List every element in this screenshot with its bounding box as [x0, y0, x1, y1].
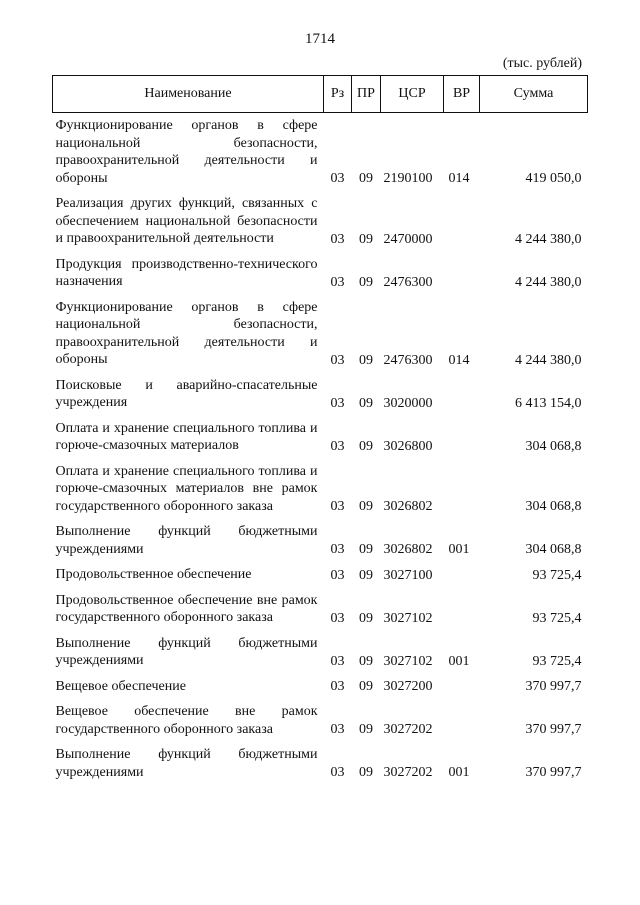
row-name: Выполнение функций бюджетными учреждениями [55, 635, 318, 668]
row-sum: 4 244 380,0 [515, 231, 582, 247]
row-pr: 09 [359, 274, 373, 290]
row-csr: 3027102 [383, 653, 433, 669]
header-pr: ПР [352, 76, 381, 113]
row-csr: 3020000 [383, 395, 433, 411]
row-name: Оплата и хранение специального топлива и горюче-смазочных материалов вне рамок государственного оборонного заказа [55, 463, 318, 514]
row-vr [444, 252, 480, 295]
row-rz: 03 [330, 274, 345, 290]
row-pr: 09 [359, 231, 373, 247]
row-pr: 09 [359, 542, 373, 557]
row-sum: 93 725,4 [532, 653, 582, 669]
row-vr [444, 416, 480, 459]
row-sum: 93 725,4 [532, 610, 582, 626]
row-vr: 014 [448, 352, 470, 368]
row-vr: 014 [448, 171, 470, 186]
row-sum: 93 725,4 [532, 567, 582, 583]
page-number: 1714 [305, 31, 335, 47]
table-row [53, 416, 588, 459]
row-rz: 03 [330, 231, 345, 247]
row-name: Поисковые и аварийно-спасательные учреждения [55, 377, 318, 410]
table-row [53, 113, 588, 192]
row-pr: 09 [359, 438, 373, 454]
row-name: Выполнение функций бюджетными учреждениями [55, 524, 318, 557]
budget-table [52, 75, 588, 785]
row-rz: 03 [330, 722, 345, 737]
table-row [53, 295, 588, 373]
row-sum: 6 413 154,0 [515, 395, 582, 411]
header-name: Наименование [53, 76, 324, 113]
row-name: Продовольственное обеспечение [55, 567, 252, 582]
row-csr: 3027202 [383, 765, 433, 780]
units-label: (тыс. рублей) [502, 56, 582, 71]
row-rz: 03 [330, 395, 345, 411]
row-sum: 304 068,8 [525, 499, 582, 514]
row-vr [444, 562, 480, 588]
row-rz: 03 [330, 610, 345, 626]
row-rz: 03 [330, 438, 345, 454]
row-name: Продукция производственно-технического назначения [55, 256, 318, 289]
row-csr: 2190100 [383, 171, 433, 186]
row-name: Реализация других функций, связанных с обеспечением национальной безопасности и правоохранительной деятельности [55, 196, 318, 246]
row-name: Оплата и хранение специального топлива и горюче-смазочных материалов [55, 420, 318, 453]
row-rz: 03 [330, 499, 345, 514]
table-row [53, 562, 588, 588]
row-vr [444, 674, 480, 700]
table-row [53, 588, 588, 631]
row-vr [444, 588, 480, 631]
row-csr: 2476300 [383, 274, 433, 290]
row-pr: 09 [359, 679, 373, 694]
table-row [53, 631, 588, 674]
row-csr: 3027102 [383, 610, 433, 626]
table-row [53, 699, 588, 742]
row-name: Функционирование органов в сфере национальной безопасности, правоохранительной деятельности и обороны [55, 118, 318, 186]
header-csr: ЦСР [381, 76, 444, 113]
row-csr: 2470000 [383, 231, 433, 247]
row-sum: 304 068,8 [525, 438, 582, 454]
row-name: Вещевое обеспечение [55, 678, 186, 694]
row-sum: 419 050,0 [525, 171, 582, 186]
row-sum: 370 997,7 [525, 722, 582, 737]
row-pr: 09 [359, 395, 373, 411]
header-rz: Рз [324, 76, 352, 113]
row-rz: 03 [330, 765, 345, 780]
row-name: Продовольственное обеспечение вне рамок государственного оборонного заказа [55, 592, 318, 625]
row-name: Выполнение функций бюджетными учреждениями [55, 747, 318, 780]
table-header-row [53, 76, 588, 113]
row-vr [444, 699, 480, 742]
row-pr: 09 [359, 653, 373, 669]
row-csr: 3026802 [383, 542, 433, 557]
row-rz: 03 [330, 352, 345, 368]
row-vr [444, 191, 480, 252]
row-pr: 09 [359, 171, 373, 186]
row-sum: 4 244 380,0 [515, 274, 582, 290]
row-csr: 3027202 [383, 722, 433, 737]
table-row [53, 191, 588, 252]
row-name: Вещевое обеспечение вне рамок государственного оборонного заказа [55, 704, 318, 737]
row-csr: 3027200 [383, 679, 433, 694]
table-row [53, 674, 588, 700]
row-pr: 09 [359, 765, 373, 780]
row-pr: 09 [359, 722, 373, 737]
row-csr: 3027100 [383, 567, 433, 583]
header-vr: ВР [444, 76, 480, 113]
row-pr: 09 [359, 610, 373, 626]
row-pr: 09 [359, 352, 373, 368]
row-csr: 3026802 [383, 499, 433, 514]
table-row [53, 519, 588, 562]
row-name: Функционирование органов в сфере национальной безопасности, правоохранительной деятельности и обороны [55, 299, 318, 367]
row-sum: 304 068,8 [525, 542, 582, 557]
row-sum: 4 244 380,0 [515, 352, 582, 368]
row-vr: 001 [448, 653, 470, 669]
row-csr: 2476300 [383, 352, 433, 368]
row-rz: 03 [330, 653, 345, 669]
row-csr: 3026800 [383, 438, 433, 454]
table-row [53, 459, 588, 520]
row-vr: 001 [448, 765, 470, 780]
row-sum: 370 997,7 [525, 679, 582, 694]
row-rz: 03 [330, 171, 345, 186]
row-sum: 370 997,7 [525, 765, 582, 780]
row-vr: 001 [448, 542, 470, 557]
table-row [53, 373, 588, 416]
row-rz: 03 [330, 679, 345, 694]
header-sum: Сумма [480, 76, 588, 113]
row-vr [444, 459, 480, 520]
row-rz: 03 [330, 567, 345, 583]
row-pr: 09 [359, 567, 373, 583]
row-pr: 09 [359, 499, 373, 514]
row-vr [444, 373, 480, 416]
table-row [53, 252, 588, 295]
row-rz: 03 [330, 542, 345, 557]
table-row [53, 742, 588, 785]
